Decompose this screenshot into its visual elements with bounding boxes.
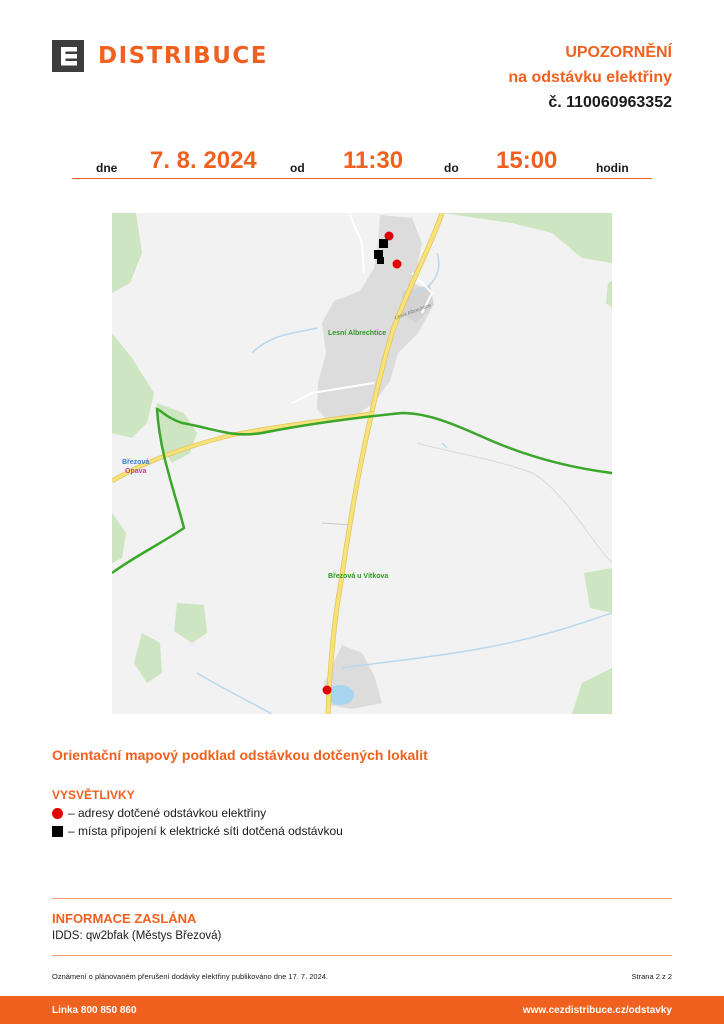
notice-subtitle: na odstávku elektřiny [508,69,672,86]
notice-title: UPOZORNĚNÍ [565,44,672,61]
map-label-opava: Opava [125,468,147,475]
map-label-brezova-u-vitkova: Březová u Vítkova [328,573,389,580]
outage-address-marker[interactable] [323,686,332,695]
legend-item-addresses-label: – adresy dotčené odstávkou elektřiny [68,806,267,820]
info-title: INFORMACE ZASLÁNA [52,911,197,926]
connection-point-marker[interactable] [379,239,388,248]
divider [52,955,672,956]
legend-item-connection-points [52,824,343,838]
publication-note: Oznámení o plánovaném přerušení dodávky elektřiny publikováno dne 17. 7. 2024. [52,972,329,981]
map-label-lesni-albrechtice: Lesní Albrechtice [328,330,387,337]
outage-date: 7. 8. 2024 [150,147,257,174]
map-label-brezova: Březová [122,459,150,466]
to-time: 15:00 [496,147,558,174]
do-label: do [444,161,459,175]
map-label-lesni-small: Lesní Albrechtice [394,302,432,322]
schedule-row [72,148,652,179]
black-square-icon [52,826,63,837]
od-label: od [290,161,305,175]
outage-map[interactable] [112,213,612,714]
dne-label: dne [96,161,118,175]
legend-item-addresses [52,806,266,820]
legend-title: VYSVĚTLIVKY [52,788,135,802]
connection-point-marker[interactable] [377,257,384,264]
notice-number: č. 110060963352 [548,94,672,111]
cez-logo [52,40,268,72]
info-text: IDDS: qw2bfak (Městys Březová) [52,930,222,942]
cez-logo-icon [52,40,84,72]
footer-bar [0,996,724,1024]
website-link[interactable]: www.cezdistribuce.cz/odstavky [522,1005,672,1016]
legend-item-connection-points-label: – místa připojení k elektrické síti dotčená odstávkou [68,824,343,838]
map-section-title: Orientační mapový podklad odstávkou dotčených lokalit [52,747,428,763]
notice-header [508,40,672,115]
divider [52,898,672,899]
page-number: Strana 2 z 2 [631,972,672,981]
from-time: 11:30 [343,147,404,174]
outage-address-marker[interactable] [393,260,402,269]
hotline-text: Linka 800 850 860 [52,1005,137,1016]
red-dot-icon [52,808,63,819]
logo-text: DISTRIBUCE [98,43,268,69]
map-canvas [112,213,612,714]
hodin-label: hodin [596,161,629,175]
